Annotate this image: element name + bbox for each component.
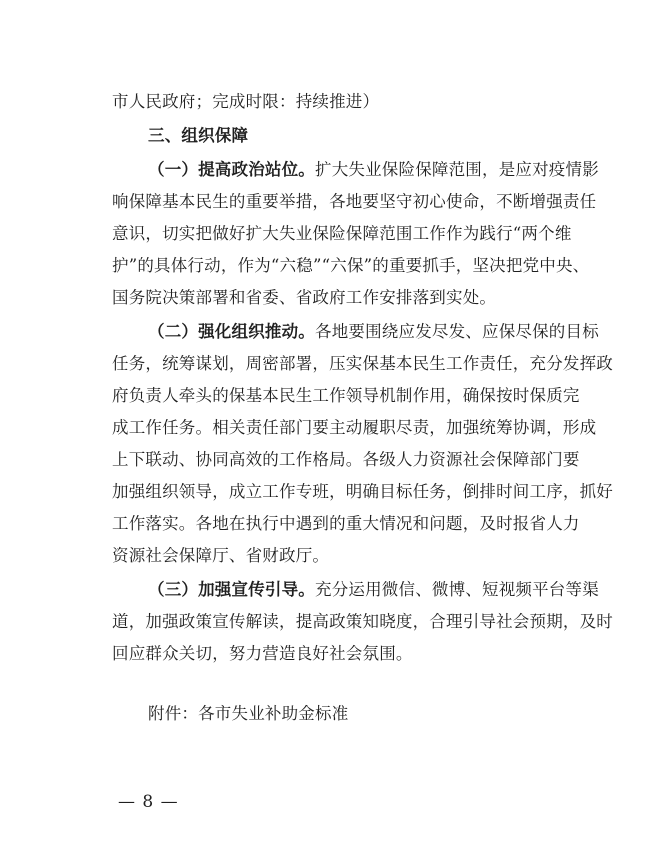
paragraph-3-line-2: 道，加强政策宣传解读，提高政策知晓度，合理引导社会预期，及时 bbox=[112, 612, 613, 631]
paragraph-1-line-2: 响保障基本民生的重要举措，各地要坚守初心使命，不断增强责任 bbox=[112, 192, 597, 211]
paragraph-2-line-2: 任务，统筹谋划，周密部署，压实保基本民生工作责任，充分发挥政 bbox=[112, 354, 613, 373]
continuation-line: 市人民政府；完成时限：持续推进） bbox=[112, 92, 380, 111]
paragraph-2-line-8: 资源社会保障厅、省财政厅。 bbox=[112, 546, 330, 565]
paragraph-3-lead: （三）加强宣传引导。 bbox=[148, 580, 315, 599]
paragraph-1-lead: （一）提高政治站位。 bbox=[148, 160, 315, 179]
section-heading: 三、组织保障 bbox=[148, 126, 249, 145]
paragraph-3-text: 充分运用微信、微博、短视频平台等渠 bbox=[315, 580, 599, 599]
page-number: — 8 — bbox=[118, 792, 179, 812]
paragraph-2-line-3: 府负责人牵头的保基本民生工作领导机制作用，确保按时保质完 bbox=[112, 386, 580, 405]
paragraph-2-line-5: 上下联动、协同高效的工作格局。各级人力资源社会保障部门要 bbox=[112, 450, 580, 469]
paragraph-1-text: 扩大失业保险保障范围，是应对疫情影 bbox=[315, 160, 599, 179]
paragraph-3-line-1 bbox=[148, 580, 599, 600]
attachment-line: 附件：各市失业补助金标准 bbox=[148, 704, 349, 723]
paragraph-1-line-1 bbox=[148, 160, 599, 180]
paragraph-1-line-5: 国务院决策部署和省委、省政府工作安排落到实处。 bbox=[112, 288, 497, 307]
paragraph-2-text: 各地要围绕应发尽发、应保尽保的目标 bbox=[315, 322, 599, 341]
paragraph-2-line-6: 加强组织领导，成立工作专班，明确目标任务，倒排时间工序，抓好 bbox=[112, 482, 613, 501]
paragraph-3-line-3: 回应群众关切，努力营造良好社会氛围。 bbox=[112, 644, 413, 663]
paragraph-1-line-3: 意识，切实把做好扩大失业保险保障范围工作作为践行“两个维 bbox=[112, 224, 572, 243]
paragraph-2-lead: （二）强化组织推动。 bbox=[148, 322, 315, 341]
paragraph-2-line-7: 工作落实。各地在执行中遇到的重大情况和问题，及时报省人力 bbox=[112, 514, 580, 533]
paragraph-2-line-4: 成工作任务。相关责任部门要主动履职尽责，加强统筹协调，形成 bbox=[112, 418, 597, 437]
paragraph-1-line-4: 护”的具体行动，作为“六稳”“六保”的重要抓手，坚决把党中央、 bbox=[112, 256, 590, 275]
paragraph-2-line-1 bbox=[148, 322, 599, 342]
